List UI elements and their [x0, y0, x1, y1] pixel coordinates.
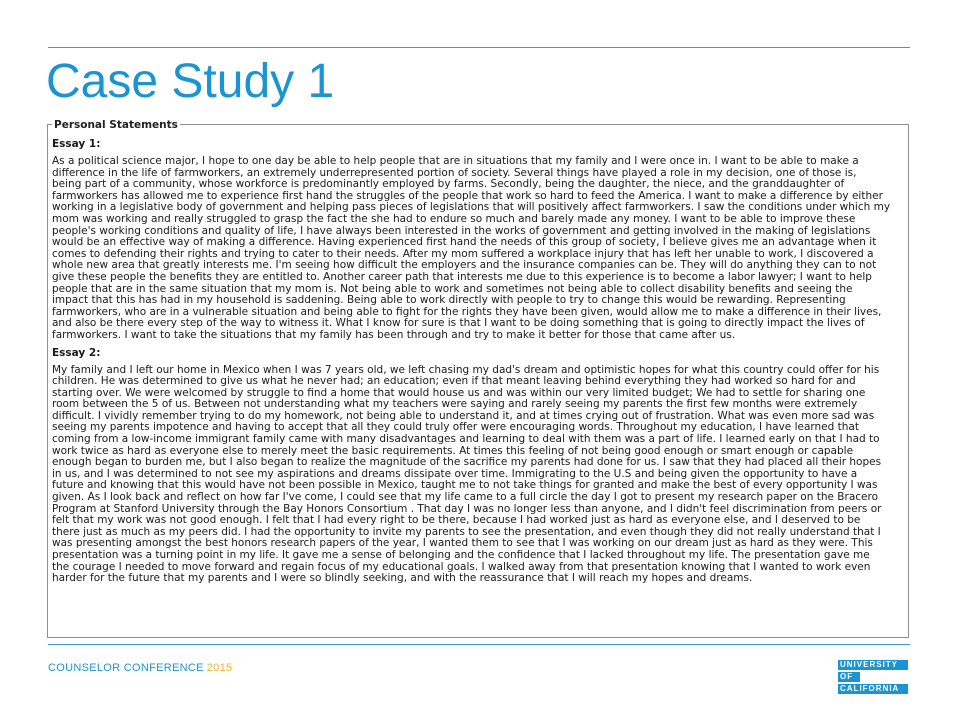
- essay-line: presentation was a turning point in my life. It gave me a sense of belonging and the confidence that I lacked throughout my life. The presentation gave me: [52, 550, 870, 561]
- essay-2-body: [52, 365, 906, 585]
- essay-line: enough began to burden me, but I also began to realize the magnitude of the sacrifice my parents had done for us. I saw that they had placed all their hopes: [52, 457, 882, 469]
- essay-line: harder for the future that my parents and I were so blindly seeking, and with the reassurance that I will reach my hopes and dreams.: [52, 573, 753, 585]
- essay-line: was presenting amongst the best honors research papers of the year, I wanted them to see that I was working on our dream just as hard as they were. This: [52, 538, 873, 550]
- essay-line: Program at Stanford University through the Bay Honors Consortium . That day I was no longer less than anyone, and I didn't feel discrimination from peers or: [52, 503, 882, 515]
- essay-line: starting over. We were welcomed by struggle to find a home that would house us and was within our very limited budget; We had to settle for sharing one: [52, 387, 866, 399]
- essay-line: given. As I look back and reflect on how far I've come, I could see that my life came to a full circle the day I got to present my research paper on the Bracero: [52, 492, 878, 504]
- essay-line: mom was working and really struggled to grasp the fact the she had to endure so much and barely made any money. I want to be able to improve these: [52, 213, 856, 225]
- essay-line: whole new area that greatly interests me. I'm seeing how difficult the employers and the insurance companies can be. They will do anything they can to not: [52, 260, 877, 272]
- document-content: [52, 138, 906, 585]
- essay-line: working in a legislative body of government and helping pass pieces of legislations that will positively affect farmworkers. I saw the conditions under which my: [52, 202, 891, 214]
- essay-line: work twice as hard as everyone else to merely meet the basic requirements. At times this feeling of not being good enough or smart enough or capable: [52, 445, 854, 457]
- logo-line-university: UNIVERSITY: [838, 660, 908, 670]
- essay-line: being part of a community, whose workforce is predominantly employed by farms. Secondly, being the daughter, the niece, and the granddaughter of: [52, 179, 845, 191]
- essay-line: children. He was determined to give us what he never had; an education; even if that meant leaving behind everything they had worked so hard for and: [52, 376, 856, 388]
- essay-line: farmworkers. I want to take the situations that my family has been through and try to make it better for those that came after us.: [52, 329, 736, 341]
- essay-1-body: [52, 156, 906, 342]
- slide-title: Case Study 1: [46, 55, 335, 108]
- essay-line: As a political science major, I hope to one day be able to help people that are in situations that my family and I were once in. I want to be able to make a: [52, 156, 859, 167]
- logo-line-california: CALIFORNIA: [838, 684, 908, 694]
- uc-logo: [838, 660, 908, 696]
- bottom-divider: [48, 644, 910, 645]
- essay-line: in us, and I was determined to not see my aspirations and dreams dissipate over time. Immigrating to the U.S and being given the opportunity to have a: [52, 468, 858, 480]
- essay-line: give these people the benefits they are entitled to. Another career path that interests me due to this experience is to become a labor lawyer; I want to help: [52, 271, 872, 283]
- essay-line: the courage I needed to move forward and regain focus of my educational goals. I walked away from that presentation knowing that I wanted to work even: [52, 561, 871, 573]
- essay-line: future and knowing that this would have not been possible in Mexico, taught me to not take things for granted and make the best of every opportunity I was: [52, 480, 878, 492]
- essay-line: people that are in the same situation that my mom is. Not being able to work and sometimes not being able to collect disability benefits and seeing the: [52, 283, 853, 295]
- essay-line: impact that this has had in my household is saddening. Being able to work directly with people to try to change this would be rewarding. Representing: [52, 295, 846, 307]
- logo-line-of: OF: [838, 672, 860, 682]
- essay-line: difficult. I vividly remember trying to do my homework, not being able to understand it, and at times crying out of frustration. What was even more sad was: [52, 410, 875, 422]
- conference-label: COUNSELOR CONFERENCE: [48, 662, 204, 674]
- conference-year: 2015: [206, 662, 233, 674]
- top-divider: [48, 47, 910, 48]
- essay-line: My family and I left our home in Mexico when I was 7 years old, we left chasing my dad's dream and optimistic hopes for what this country could offer for his: [52, 364, 880, 376]
- essay-line: and also be there every step of the way to witness it. What I know for sure is that I want to be doing something that is going to directly impact the lives of: [52, 318, 865, 330]
- essay-line: felt that my work was not good enough. I felt that I had every right to be there, because I had worked just as hard as everyone else, and I deserved to be: [52, 515, 861, 527]
- essay-line: would be an effective way of making a difference. Having experienced first hand the needs of this group of society, I believe gives me an advantage when it: [52, 237, 877, 249]
- essay-line: people's working conditions and quality of life, I have always been interested in the works of government and getting involved in the making of legislations: [52, 225, 871, 237]
- essay-1-heading: Essay 1:: [52, 138, 101, 150]
- essay-line: farmworkers, who are in a vulnerable situation and being able to fight for the rights they have been given, would allow me to make a difference in their lives,: [52, 306, 882, 318]
- essay-line: seeing my parents impotence and having to accept that all they could truly offer were encouraging words. Throughout my education, I have learned that: [52, 422, 859, 434]
- footer-conference: [48, 662, 232, 674]
- essay-line: comes to defending their rights and trying to cater to their needs. After my mom suffered a workplace injury that has left her unable to work, I discovered a: [52, 248, 874, 260]
- essay-line: there just as much as my peers did. I had the opportunity to invite my parents to see the presentation, and even though they did not really understand that I: [52, 526, 881, 538]
- essay-line: difference in the life of farmworkers, an extremely underrepresented portion of society. Several things have played a role in my decision, one of those is,: [52, 167, 857, 179]
- essay-line: room between the 5 of us. Between not understanding what my teachers were saying and rarely seeing my parents the first few months were extremely: [52, 399, 858, 411]
- section-title: Personal Statements: [54, 119, 178, 131]
- essay-line: farmworkers has allowed me to experience first hand the struggles of the people that work so hard to feed the America. I want to make a difference by either: [52, 190, 883, 202]
- essay-2-heading: Essay 2:: [52, 346, 101, 359]
- essay-line: coming from a low-income immigrant family came with many disadvantages and learning to deal with them was a part of life. I learned early on that I had to: [52, 434, 880, 446]
